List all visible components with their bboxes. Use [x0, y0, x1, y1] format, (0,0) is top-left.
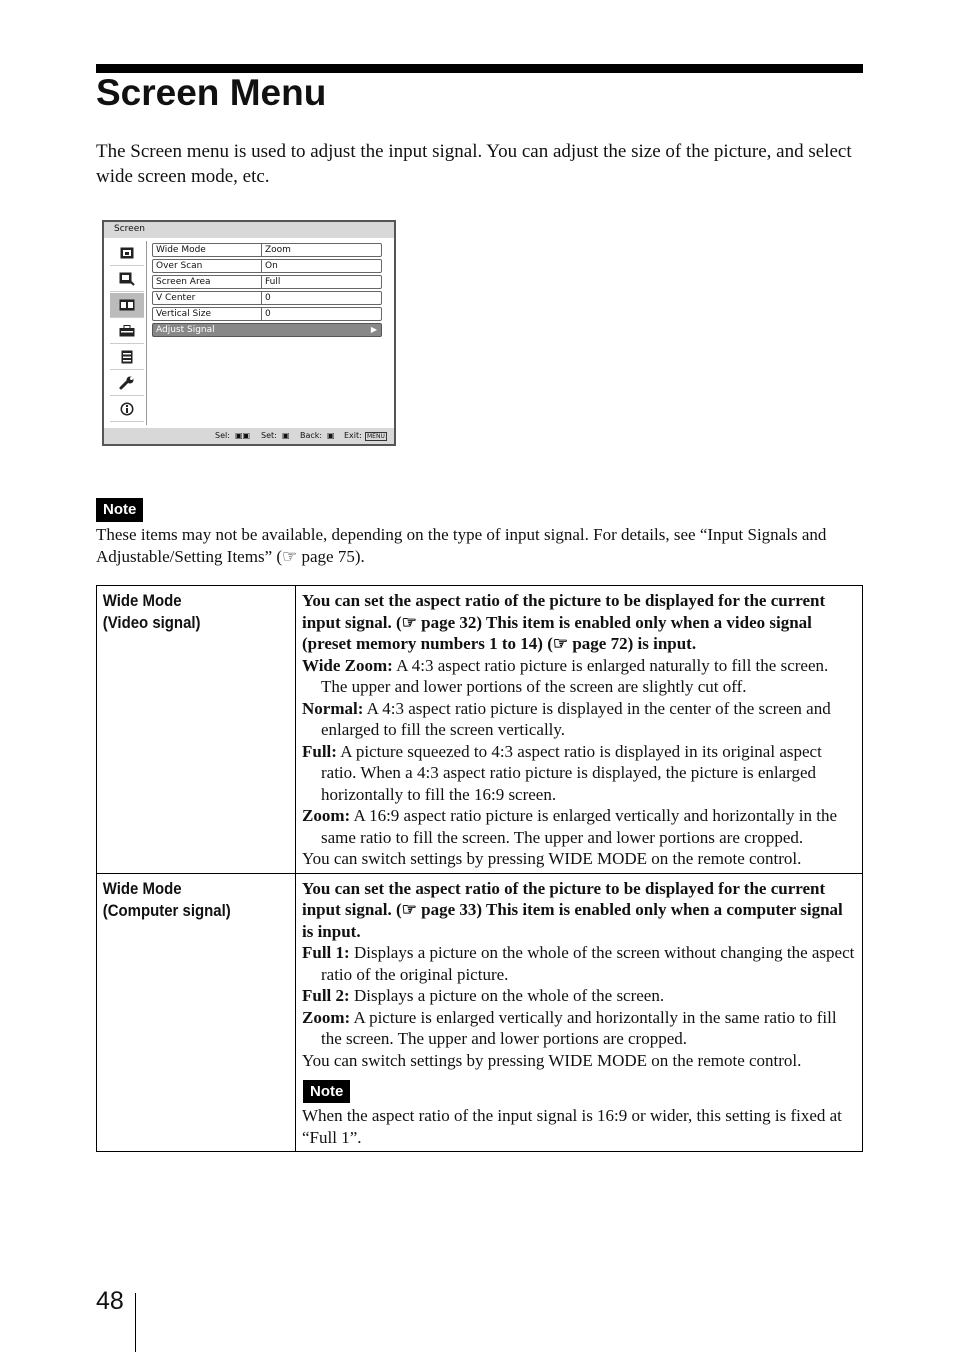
- option-name: Zoom:: [302, 806, 351, 825]
- option-item: [302, 655, 857, 698]
- picture-icon: [110, 241, 144, 266]
- osd-footer-sel: Sel:: [215, 431, 230, 440]
- osd-row-value: 0: [265, 309, 271, 319]
- osd-icon-bar: [108, 241, 147, 425]
- description-footer: You can switch settings by pressing WIDE MODE on the remote control.: [302, 849, 802, 868]
- inner-note-text: When the aspect ratio of the input signal is 16:9 or wider, this setting is fixed at “Full 1”.: [302, 1106, 842, 1147]
- term-cell: [97, 873, 272, 1152]
- option-name: Zoom:: [302, 1007, 351, 1027]
- enter-icon: ▣: [282, 431, 290, 440]
- osd-row-value: On: [265, 261, 278, 271]
- osd-row-value: Zoom: [265, 245, 291, 255]
- osd-row-adjust-signal[interactable]: [152, 323, 382, 337]
- term-qualifier: (Computer signal): [102, 900, 231, 920]
- term-qualifier: (Video signal): [102, 613, 201, 632]
- option-item: [302, 985, 857, 1007]
- option-text: A picture is enlarged vertically and horizontally in the same ratio to fill the screen. The upper and lower portions are cropped.: [321, 1007, 837, 1048]
- osd-row-value: Full: [265, 277, 281, 287]
- option-text: A 16:9 aspect ratio picture is enlarged vertically and horizontally in the same ratio to fill the screen. The upper and lower portions are cropped.: [321, 806, 838, 847]
- option-name: Full 2:: [302, 986, 350, 1005]
- term-cell: [97, 586, 272, 874]
- osd-row-over-scan[interactable]: [152, 259, 382, 273]
- wrench-icon: [110, 371, 144, 396]
- osd-row-value: 0: [265, 293, 271, 303]
- settings-table: [96, 585, 863, 1152]
- option-name: Full 1:: [302, 943, 350, 962]
- description-footer: You can switch settings by pressing WIDE MODE on the remote control.: [302, 1050, 802, 1070]
- up-down-arrow-icon: ▣▣: [235, 431, 251, 440]
- description-lead: You can set the aspect ratio of the picture to be displayed for the current input signal. (☞ page 33) This item is enabled only when a computer signal is input.: [302, 878, 843, 941]
- page-number-rule: [135, 1293, 136, 1352]
- osd-row-label: Vertical Size: [156, 309, 212, 319]
- chevron-right-icon: ▶: [370, 325, 377, 334]
- term-name: Wide Mode: [102, 591, 182, 610]
- osd-row-label: Adjust Signal: [156, 325, 215, 335]
- screen-icon: [110, 293, 144, 318]
- info-icon: [110, 397, 144, 422]
- term-name: Wide Mode: [102, 878, 182, 898]
- option-item: [302, 942, 857, 985]
- osd-row-vertical-size[interactable]: [152, 307, 382, 321]
- description-cell: [296, 586, 863, 874]
- osd-footer-menu-key: MENU: [367, 433, 385, 440]
- option-text: Displays a picture on the whole of the screen without changing the aspect ratio of the original picture.: [321, 943, 855, 984]
- osd-row-label: Wide Mode: [156, 245, 206, 255]
- option-name: Normal:: [302, 698, 364, 718]
- osd-header-title: Screen: [114, 224, 145, 234]
- option-item: [302, 698, 857, 741]
- note-text: These items may not be available, depending on the type of input signal. For details, see “Input Signals and Adjustable/Setting Items” (☞ page 75).: [96, 525, 827, 566]
- osd-row-v-center[interactable]: [152, 291, 382, 305]
- osd-footer-exit: Exit:: [344, 431, 362, 440]
- setup-icon: [110, 319, 144, 344]
- option-text: A 4:3 aspect ratio picture is displayed in the center of the screen and enlarged to fill the screen vertically.: [321, 698, 831, 739]
- osd-settings-list: [152, 243, 382, 339]
- intro-paragraph: The Screen menu is used to adjust the input signal. You can adjust the size of the picture, and select wide screen mode, etc.: [96, 141, 852, 187]
- screen-menu-illustration: [102, 220, 396, 446]
- osd-row-label: Over Scan: [156, 261, 203, 271]
- table-row: [97, 873, 863, 1152]
- page-number: 48: [96, 1287, 124, 1315]
- osd-row-wide-mode[interactable]: [152, 243, 382, 257]
- option-name: Wide Zoom:: [302, 655, 393, 675]
- option-text: A 4:3 aspect ratio picture is enlarged naturally to fill the screen. The upper and lower portions of the screen are slightly cut off.: [321, 655, 829, 696]
- option-item: [302, 741, 857, 806]
- osd-row-label: Screen Area: [156, 277, 211, 287]
- page-title: Screen Menu: [96, 72, 327, 113]
- picture-adjust-icon: [110, 267, 144, 292]
- osd-row-screen-area[interactable]: [152, 275, 382, 289]
- option-item: [302, 1007, 857, 1050]
- option-text: A picture squeezed to 4:3 aspect ratio is displayed in its original aspect ratio. When a 4:3 aspect ratio picture is displayed, the picture is enlarged horizontally to fill the 16:9 screen.: [321, 741, 822, 804]
- note-badge: Note: [96, 498, 143, 522]
- option-name: Full:: [302, 741, 337, 761]
- osd-header: [104, 222, 394, 238]
- back-arrow-icon: ▣: [327, 431, 335, 440]
- menu-list-icon: [110, 345, 144, 370]
- osd-footer-set: Set:: [261, 431, 277, 440]
- option-item: [302, 805, 857, 848]
- osd-footer-back: Back:: [300, 431, 323, 440]
- description-cell: [296, 873, 863, 1152]
- osd-footer: [104, 428, 394, 444]
- inner-note-badge: Note: [303, 1080, 350, 1103]
- osd-row-label: V Center: [156, 293, 196, 303]
- description-lead: You can set the aspect ratio of the picture to be displayed for the current input signal. (☞ page 32) This item is enabled only when a video signal (preset memory numbers 1 to 14) (☞ page 72) is input.: [302, 591, 826, 653]
- table-row: [97, 586, 863, 874]
- option-text: Displays a picture on the whole of the screen.: [349, 986, 665, 1005]
